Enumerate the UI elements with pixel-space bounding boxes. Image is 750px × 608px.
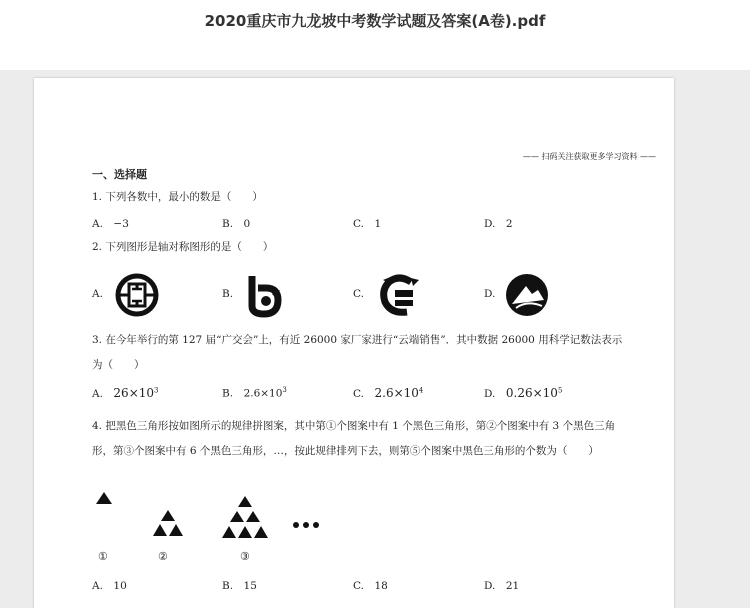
q3-option-d-value: 0.26×10	[505, 386, 558, 400]
question-3: 3. 在今年举行的第 127 届“广交会”上，有近 26000 家厂家进行“云端销售”．其中数据 26000 用科学记数法表示为（ ）	[92, 334, 623, 371]
q1-options	[92, 216, 612, 236]
icbc-logo-icon	[114, 272, 160, 318]
pdf-page	[34, 78, 674, 608]
question-2: 2. 下列图形是轴对称图形的是（ ）	[92, 241, 274, 253]
q1-option-b: B. 0	[222, 218, 251, 230]
q3-option-d-label: D.	[484, 388, 496, 400]
q2-options	[92, 272, 612, 322]
q3-option-c-label: C.	[353, 388, 364, 400]
q1-option-c: C. 1	[353, 218, 382, 230]
q3-option-a-value: 26×10	[113, 386, 155, 400]
q4-option-d: D. 21	[484, 580, 520, 592]
q4-option-b: B. 15	[222, 580, 257, 592]
q1-option-d: D. 2	[484, 218, 513, 230]
q4-option-c: C. 18	[353, 580, 388, 592]
pattern-label-2: ②	[158, 550, 168, 563]
triangle-pattern-2	[146, 508, 190, 548]
q2-option-b: B.	[222, 288, 234, 300]
q4-options	[92, 578, 612, 598]
q3-option-a-exp: 3	[154, 386, 159, 395]
question-4: 4. 把黑色三角形按如图所示的规律拼图案，其中第①个图案中有 1 个黑色三角形，第②个图案中有 3 个黑色三角形，第③个图案中有 6 个黑色三角形，…，按此规律排列下去，则第⑤个图案中黑色三角形的个数为（ ）	[92, 420, 616, 457]
document-title: 2020重庆市九龙坡中考数学试题及答案(A卷).pdf	[204, 12, 546, 30]
q3-option-a-label: A.	[92, 388, 103, 400]
q3-option-d-exp: 5	[557, 386, 563, 395]
pattern-label-3: ③	[240, 550, 250, 563]
scan-note: —— 扫码关注获取更多学习资料 ——	[523, 151, 656, 162]
q2-option-a: A.	[92, 288, 103, 300]
section-title: 一、选择题	[92, 168, 147, 181]
q3-option-a	[92, 386, 158, 400]
triangle-pattern-3	[212, 494, 278, 546]
q2-option-d: D.	[484, 288, 496, 300]
mountain-logo-icon	[504, 272, 550, 318]
q2-option-c: C.	[353, 288, 364, 300]
q3-option-b	[222, 386, 287, 400]
q3-option-c-exp: 4	[418, 386, 424, 395]
q3-option-b-label: B.	[222, 387, 234, 400]
viewer-header	[0, 0, 750, 70]
question-1: 1. 下列各数中，最小的数是（ ）	[92, 191, 263, 203]
q3-options	[92, 386, 612, 406]
q3-option-c	[353, 386, 423, 400]
pattern-label-1: ①	[98, 550, 108, 563]
triangle-pattern-1	[94, 486, 114, 508]
q3-option-d	[484, 386, 562, 400]
swirl-logo-icon	[242, 272, 288, 318]
q1-option-a: A. −3	[92, 218, 129, 230]
q3-option-c-value: 2.6×10	[374, 386, 419, 400]
ellipsis-dots-icon	[292, 520, 320, 530]
q3-option-b-exp: 3	[282, 386, 287, 394]
dragon-logo-icon	[377, 272, 425, 318]
q4-option-a: A. 10	[92, 580, 127, 592]
q3-option-b-value: 2.6×10	[243, 387, 283, 400]
